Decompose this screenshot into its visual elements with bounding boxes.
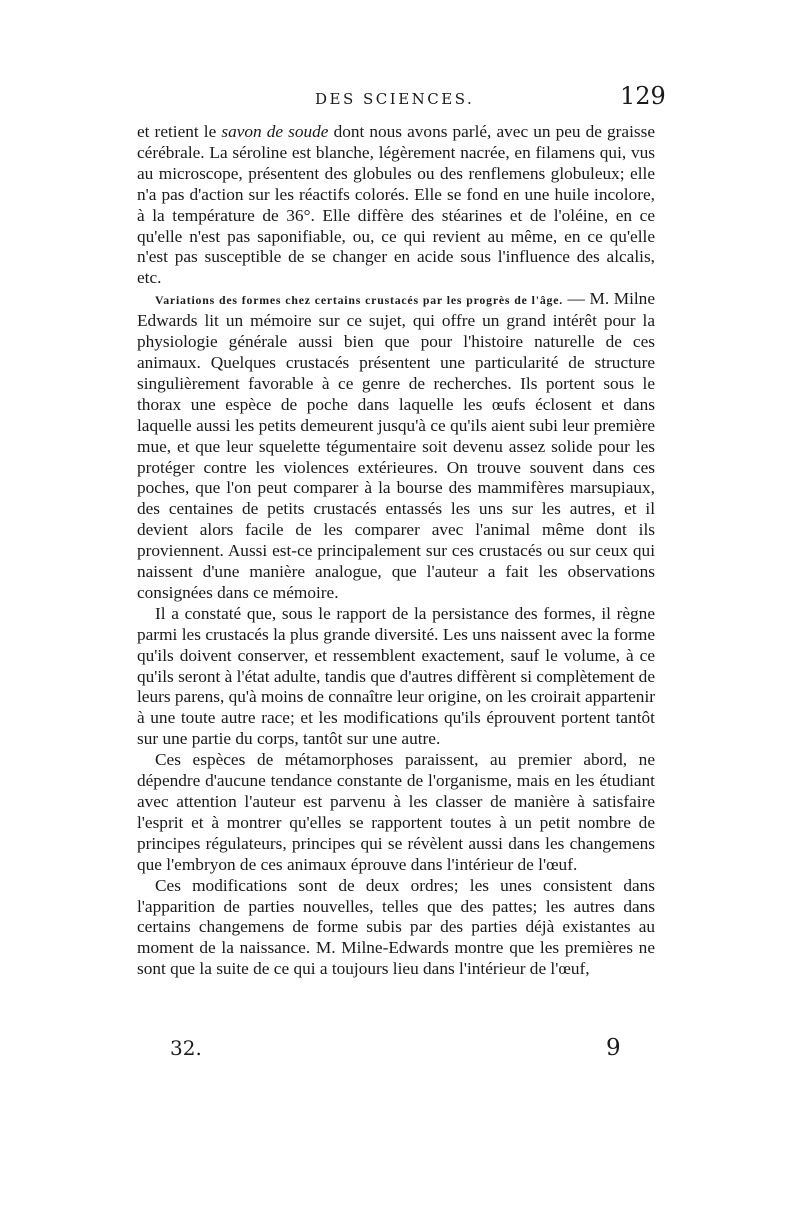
paragraph-1: [137, 122, 655, 289]
p2-text: — M. Milne Edwards lit un mémoire sur ce sujet, qui offre un grand intérêt pour la physiologie générale aussi bien que pour l'histoire naturelle de ces animaux. Quelques crustacés présentent une particularité de structure singulièrement favorable à ce genre de recherches. Ils portent sous le thorax une espèce de poche dans laquelle les œufs éclosent et dans laquelle aussi les petits demeurent jusqu'à ce qu'ils aient subi leur première mue, et que leur squelette tégumentaire soit devenu assez solide pour les protéger contre les violences extérieures. On trouve souvent dans ces poches, que l'on peut comparer à la bourse des mammifères marsupiaux, des centaines de petits crustacés entassés les uns sur les autres, et il devient alors facile de les comparer avec l'animal même dont ils proviennent. Aussi est-ce principalement sur ces crustacés ou sur ceux qui naissent d'une manière analogue, que l'auteur a fait les observations consignées dans ce mémoire.: [137, 289, 655, 602]
paragraph-2: [137, 289, 655, 604]
sheet-number: 9: [606, 1035, 621, 1061]
signature-mark: 32.: [170, 1036, 202, 1060]
section-heading: Variations des formes chez certains crustacés par les progrès de l'âge.: [155, 293, 564, 308]
paragraph-5: Ces modifications sont de deux ordres; les unes consistent dans l'apparition de parties nouvelles, telles que des pattes; les autres dans certains changemens de forme subis par des parties déjà existantes au moment de la naissance. M. Milne-Edwards montre que les premières ne sont que la suite de ce qui a toujours lieu dans l'intérieur de l'œuf,: [137, 875, 655, 979]
paragraph-4: Ces espèces de métamorphoses paraissent, au premier abord, ne dépendre d'aucune tendance constante de l'organisme, mais en les étudiant avec attention l'auteur est parvenu à les classer de manière à satisfaire l'esprit et à montrer qu'elles se rapportent toutes à un petit nombre de principes régulateurs, principes qui se révèlent aussi dans les changemens que l'embryon de ces animaux éprouve dans l'intérieur de l'œuf.: [137, 750, 655, 874]
page-number: 129: [620, 82, 666, 110]
running-title: DES SCIENCES.: [315, 90, 475, 108]
p1-italic-term: savon de soude: [221, 122, 329, 141]
paragraph-3: Il a constaté que, sous le rapport de la persistance des formes, il règne parmi les crustacés la plus grande diversité. Les uns naissent avec la forme qu'ils doivent conserver, et ressemblent exactement, sauf le volume, à ce qu'ils seront à l'état adulte, tandis que d'autres diffèrent si complètement de leurs parens, qu'à moins de connaître leur origine, on les croirait appartenir à une toute autre race; et les modifications qu'ils éprouvent portent tantôt sur une partie du corps, tantôt sur une autre.: [137, 603, 656, 749]
p1-text-before: et retient le: [137, 122, 222, 141]
body-text: [137, 122, 655, 980]
p1-text-after: dont nous avons parlé, avec un peu de graisse cérébrale. La séroline est blanche, légèrement nacrée, en filamens qui, vus au microscope, présentent des globules ou des renflemens globuleux; elle n'a pas d'action sur les réactifs colorés. Elle se fond en une huile incolore, à la température de 36°. Elle diffère des stéarines et de l'oléine, en ce qu'elle n'est pas saponifiable, ou, ce qui revient au même, en ce qu'elle n'est pas susceptible de se changer en acide sous l'influence des alcalis, etc.: [137, 122, 655, 288]
